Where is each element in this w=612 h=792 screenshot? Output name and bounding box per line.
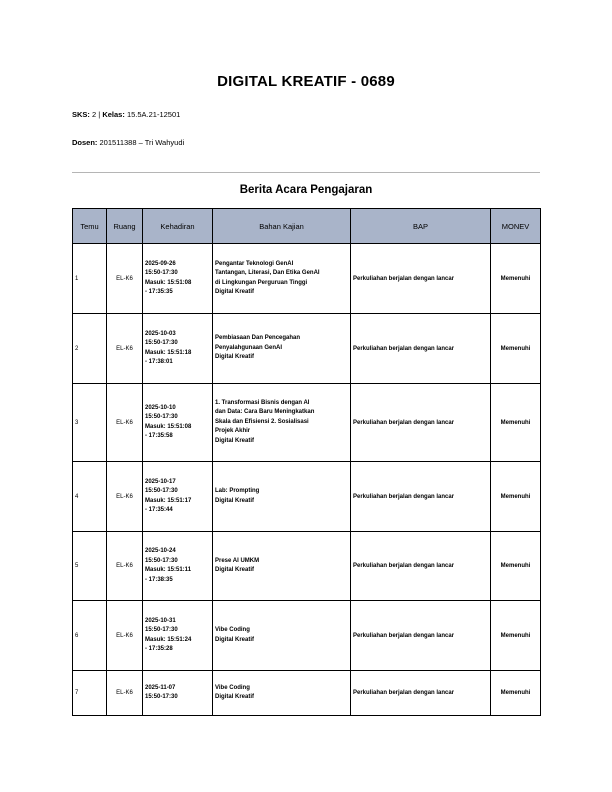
topic-line: Tantangan, Literasi, Dan Etika GenAI: [215, 270, 320, 276]
cell-monev: Memenuhi: [491, 244, 541, 314]
cell-temu: 1: [73, 244, 107, 314]
cell-bahan-kajian: [213, 532, 351, 601]
cell-temu: 5: [73, 532, 107, 601]
topic-line: Digital Kreatif: [215, 567, 255, 573]
topic-line: Digital Kreatif: [215, 437, 255, 444]
cell-kehadiran: [143, 314, 213, 384]
attendance-schedule: 15:50-17:30: [145, 270, 178, 276]
cell-bap: Perkuliahan berjalan dengan lancar: [351, 244, 491, 314]
cell-kehadiran: [143, 671, 213, 716]
attendance-check-in: Masuk: 15:51:08: [145, 423, 192, 430]
attendance-schedule: 15:50-17:30: [145, 694, 178, 700]
meta-separator: |: [98, 110, 101, 119]
divider: [72, 172, 540, 173]
topic-line: di Lingkungan Perguruan Tinggi: [215, 279, 308, 286]
cell-monev: Memenuhi: [491, 314, 541, 384]
table-row: [73, 601, 541, 671]
sks-value: 2: [92, 110, 97, 119]
cell-monev: Memenuhi: [491, 384, 541, 462]
topic-line: Vibe Coding: [215, 684, 250, 691]
cell-kehadiran: [143, 384, 213, 462]
cell-temu: 6: [73, 601, 107, 671]
attendance-schedule: 15:50-17:30: [145, 414, 178, 420]
attendance-check-in: Masuk: 15:51:08: [145, 279, 192, 286]
cell-bap: Perkuliahan berjalan dengan lancar: [351, 314, 491, 384]
topic-line: Penyalahgunaan GenAI: [215, 344, 283, 351]
topic-line: Pembiasaan Dan Pencegahan: [215, 335, 301, 342]
cell-temu: 3: [73, 384, 107, 462]
column-header-monev: MONEV: [491, 209, 541, 244]
cell-kehadiran: [143, 532, 213, 601]
cell-monev: Memenuhi: [491, 601, 541, 671]
attendance-date: 2025-10-10: [145, 404, 176, 411]
attendance-date: 2025-09-26: [145, 260, 176, 267]
attendance-date: 2025-10-31: [145, 617, 176, 624]
table-row: [73, 314, 541, 384]
attendance-check-out: - 17:35:35: [145, 289, 173, 295]
dosen-label: Dosen:: [72, 138, 98, 147]
column-header-bahan-kajian: Bahan Kajian: [213, 209, 351, 244]
table-row: [73, 532, 541, 601]
cell-bahan-kajian: [213, 314, 351, 384]
kelas-value: 15.5A.21-12501: [126, 110, 181, 119]
table-row: [73, 384, 541, 462]
attendance-check-in: Masuk: 15:51:11: [145, 567, 192, 573]
attendance-date: 2025-11-07: [145, 684, 176, 691]
topic-line: Digital Kreatif: [215, 694, 255, 700]
cell-monev: Memenuhi: [491, 462, 541, 532]
cell-kehadiran: [143, 462, 213, 532]
section-title: Berita Acara Pengajaran: [239, 184, 373, 196]
kelas-label: Kelas:: [102, 110, 125, 119]
cell-monev: Memenuhi: [491, 671, 541, 716]
attendance-schedule: 15:50-17:30: [145, 627, 178, 633]
attendance-check-out: - 17:35:28: [145, 646, 173, 652]
cell-ruang: EL-K6: [107, 671, 143, 716]
cell-ruang: EL-K6: [107, 384, 143, 462]
cell-bahan-kajian: [213, 671, 351, 716]
cell-bahan-kajian: [213, 244, 351, 314]
cell-ruang: EL-K6: [107, 462, 143, 532]
lecturer-line: [72, 138, 184, 147]
topic-line: Digital Kreatif: [215, 636, 255, 643]
topic-line: Lab: Prompting: [215, 488, 260, 494]
column-header-ruang: Ruang: [107, 209, 143, 244]
table-row: [73, 671, 541, 716]
attendance-schedule: 15:50-17:30: [145, 340, 178, 346]
topic-line: Skala dan Efisiensi 2. Sosialisasi: [215, 418, 309, 425]
table-header-row: [73, 209, 541, 244]
cell-kehadiran: [143, 601, 213, 671]
sks-label: SKS:: [72, 110, 90, 119]
table-row: [73, 462, 541, 532]
cell-ruang: EL-K6: [107, 314, 143, 384]
cell-ruang: EL-K6: [107, 244, 143, 314]
attendance-date: 2025-10-03: [145, 330, 176, 337]
topic-line: Projek Akhir: [215, 428, 251, 435]
attendance-check-out: - 17:35:44: [145, 507, 173, 513]
column-header-temu: Temu: [73, 209, 107, 244]
attendance-check-out: - 17:38:01: [145, 359, 173, 365]
cell-temu: 7: [73, 671, 107, 716]
attendance-date: 2025-10-24: [145, 548, 176, 554]
cell-bahan-kajian: [213, 462, 351, 532]
topic-line: Digital Kreatif: [215, 354, 255, 361]
attendance-check-out: - 17:35:58: [145, 433, 173, 439]
attendance-schedule: 15:50-17:30: [145, 488, 178, 494]
cell-kehadiran: [143, 244, 213, 314]
topic-line: Vibe Coding: [215, 627, 250, 633]
table-row: [73, 244, 541, 314]
topic-line: dan Data: Cara Baru Meningkatkan: [215, 409, 315, 416]
column-header-bap: BAP: [351, 209, 491, 244]
attendance-check-in: Masuk: 15:51:24: [145, 636, 192, 643]
topic-line: Digital Kreatif: [215, 289, 255, 295]
topic-line: Pengantar Teknologi GenAI: [215, 260, 294, 267]
column-header-kehadiran: Kehadiran: [143, 209, 213, 244]
attendance-check-in: Masuk: 15:51:17: [145, 497, 192, 504]
attendance-check-out: - 17:38:35: [145, 576, 173, 583]
cell-bap: Perkuliahan berjalan dengan lancar: [351, 671, 491, 716]
course-meta-line: [72, 110, 180, 119]
teaching-record-table: [72, 208, 541, 716]
cell-bap: Perkuliahan berjalan dengan lancar: [351, 601, 491, 671]
attendance-schedule: 15:50-17:30: [145, 557, 178, 564]
topic-line: 1. Transformasi Bisnis dengan AI: [215, 399, 310, 406]
topic-line: Digital Kreatif: [215, 497, 255, 504]
cell-ruang: EL-K6: [107, 532, 143, 601]
cell-temu: 4: [73, 462, 107, 532]
topic-line: Prese AI UMKM: [215, 557, 260, 564]
cell-bap: Perkuliahan berjalan dengan lancar: [351, 532, 491, 601]
dosen-value: 201511388 – Tri Wahyudi: [99, 138, 185, 147]
cell-bahan-kajian: [213, 384, 351, 462]
attendance-date: 2025-10-17: [145, 478, 176, 485]
cell-ruang: EL-K6: [107, 601, 143, 671]
attendance-check-in: Masuk: 15:51:18: [145, 349, 192, 356]
course-title: DIGITAL KREATIF - 0689: [217, 73, 395, 90]
cell-bap: Perkuliahan berjalan dengan lancar: [351, 384, 491, 462]
cell-monev: Memenuhi: [491, 532, 541, 601]
cell-temu: 2: [73, 314, 107, 384]
cell-bap: Perkuliahan berjalan dengan lancar: [351, 462, 491, 532]
cell-bahan-kajian: [213, 601, 351, 671]
